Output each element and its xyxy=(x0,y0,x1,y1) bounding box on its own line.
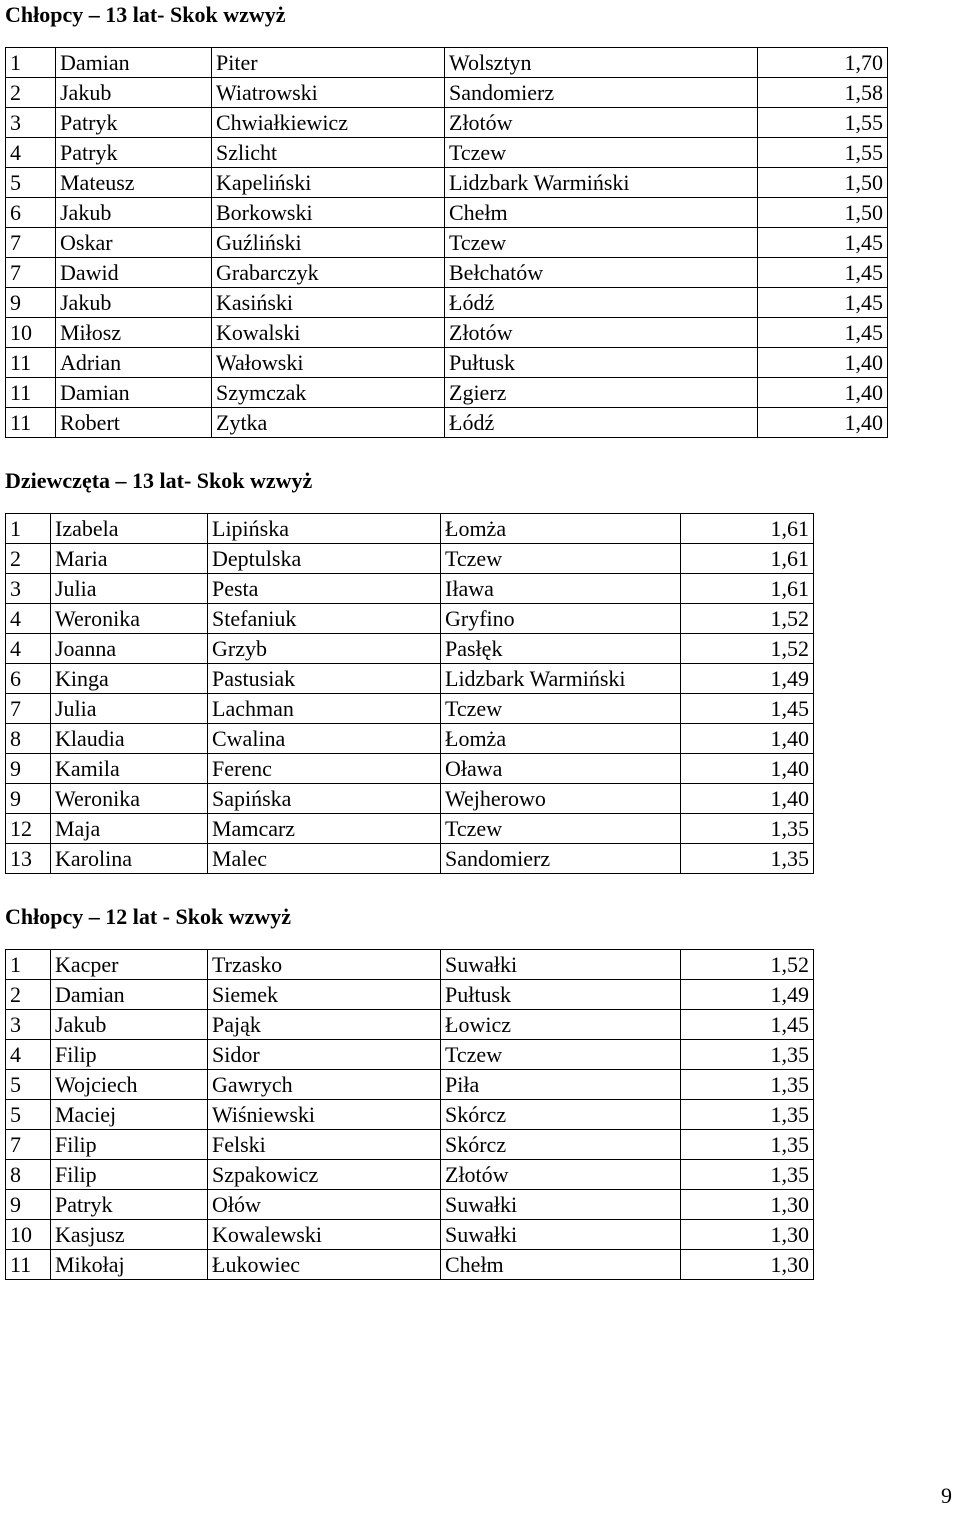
first-name-cell: Filip xyxy=(51,1130,208,1160)
last-name-cell: Szlicht xyxy=(212,138,445,168)
result-cell: 1,45 xyxy=(758,258,888,288)
first-name-cell: Joanna xyxy=(51,634,208,664)
place-cell: 6 xyxy=(6,664,51,694)
city-cell: Pasłęk xyxy=(441,634,681,664)
result-cell: 1,45 xyxy=(681,1010,814,1040)
place-cell: 7 xyxy=(6,258,56,288)
place-cell: 2 xyxy=(6,78,56,108)
last-name-cell: Wiatrowski xyxy=(212,78,445,108)
place-cell: 9 xyxy=(6,288,56,318)
place-cell: 5 xyxy=(6,1100,51,1130)
last-name-cell: Piter xyxy=(212,48,445,78)
place-cell: 2 xyxy=(6,980,51,1010)
table-row xyxy=(6,1100,814,1130)
result-cell: 1,35 xyxy=(681,1160,814,1190)
last-name-cell: Chwiałkiewicz xyxy=(212,108,445,138)
first-name-cell: Kamila xyxy=(51,754,208,784)
city-cell: Sandomierz xyxy=(441,844,681,874)
last-name-cell: Kowalski xyxy=(212,318,445,348)
table-row xyxy=(6,198,888,228)
result-cell: 1,30 xyxy=(681,1220,814,1250)
first-name-cell: Klaudia xyxy=(51,724,208,754)
place-cell: 8 xyxy=(6,724,51,754)
first-name-cell: Patryk xyxy=(56,108,212,138)
city-cell: Pułtusk xyxy=(441,980,681,1010)
result-cell: 1,52 xyxy=(681,634,814,664)
result-cell: 1,35 xyxy=(681,1040,814,1070)
first-name-cell: Maja xyxy=(51,814,208,844)
table-row xyxy=(6,604,814,634)
result-cell: 1,35 xyxy=(681,814,814,844)
results-table-girls-13 xyxy=(5,513,814,874)
place-cell: 5 xyxy=(6,1070,51,1100)
first-name-cell: Kacper xyxy=(51,950,208,980)
table-row xyxy=(6,228,888,258)
city-cell: Tczew xyxy=(441,814,681,844)
result-cell: 1,45 xyxy=(758,288,888,318)
table-row xyxy=(6,980,814,1010)
last-name-cell: Grzyb xyxy=(208,634,441,664)
last-name-cell: Wiśniewski xyxy=(208,1100,441,1130)
city-cell: Tczew xyxy=(441,694,681,724)
first-name-cell: Robert xyxy=(56,408,212,438)
table-row xyxy=(6,1160,814,1190)
last-name-cell: Ołów xyxy=(208,1190,441,1220)
results-table-boys-12 xyxy=(5,949,814,1280)
place-cell: 11 xyxy=(6,348,56,378)
table-row xyxy=(6,288,888,318)
result-cell: 1,45 xyxy=(758,228,888,258)
city-cell: Wejherowo xyxy=(441,784,681,814)
city-cell: Złotów xyxy=(445,318,758,348)
result-cell: 1,58 xyxy=(758,78,888,108)
result-cell: 1,35 xyxy=(681,1070,814,1100)
result-cell: 1,55 xyxy=(758,138,888,168)
place-cell: 11 xyxy=(6,408,56,438)
place-cell: 11 xyxy=(6,1250,51,1280)
city-cell: Złotów xyxy=(445,108,758,138)
place-cell: 9 xyxy=(6,784,51,814)
result-cell: 1,55 xyxy=(758,108,888,138)
first-name-cell: Julia xyxy=(51,574,208,604)
last-name-cell: Pesta xyxy=(208,574,441,604)
result-cell: 1,35 xyxy=(681,844,814,874)
result-cell: 1,52 xyxy=(681,604,814,634)
last-name-cell: Borkowski xyxy=(212,198,445,228)
page-number: 9 xyxy=(941,1483,952,1508)
city-cell: Tczew xyxy=(441,1040,681,1070)
result-cell: 1,50 xyxy=(758,198,888,228)
result-cell: 1,40 xyxy=(758,408,888,438)
first-name-cell: Damian xyxy=(51,980,208,1010)
last-name-cell: Kowalewski xyxy=(208,1220,441,1250)
table-row xyxy=(6,634,814,664)
place-cell: 7 xyxy=(6,1130,51,1160)
last-name-cell: Lipińska xyxy=(208,514,441,544)
result-cell: 1,35 xyxy=(681,1130,814,1160)
place-cell: 1 xyxy=(6,514,51,544)
table-row xyxy=(6,1190,814,1220)
city-cell: Suwałki xyxy=(441,950,681,980)
city-cell: Skórcz xyxy=(441,1100,681,1130)
last-name-cell: Guźliński xyxy=(212,228,445,258)
last-name-cell: Sapińska xyxy=(208,784,441,814)
table-row xyxy=(6,1220,814,1250)
table-row xyxy=(6,108,888,138)
table-row xyxy=(6,950,814,980)
place-cell: 13 xyxy=(6,844,51,874)
place-cell: 4 xyxy=(6,1040,51,1070)
place-cell: 3 xyxy=(6,574,51,604)
section-title-girls-13: Dziewczęta – 13 lat- Skok wzwyż xyxy=(5,468,313,493)
place-cell: 4 xyxy=(6,634,51,664)
result-cell: 1,30 xyxy=(681,1250,814,1280)
first-name-cell: Julia xyxy=(51,694,208,724)
table-row xyxy=(6,408,888,438)
city-cell: Lidzbark Warmiński xyxy=(441,664,681,694)
city-cell: Tczew xyxy=(445,228,758,258)
first-name-cell: Izabela xyxy=(51,514,208,544)
place-cell: 2 xyxy=(6,544,51,574)
city-cell: Piła xyxy=(441,1070,681,1100)
place-cell: 7 xyxy=(6,694,51,724)
place-cell: 7 xyxy=(6,228,56,258)
city-cell: Sandomierz xyxy=(445,78,758,108)
city-cell: Bełchatów xyxy=(445,258,758,288)
result-cell: 1,35 xyxy=(681,1100,814,1130)
first-name-cell: Jakub xyxy=(56,288,212,318)
first-name-cell: Kinga xyxy=(51,664,208,694)
table-row xyxy=(6,258,888,288)
last-name-cell: Kapeliński xyxy=(212,168,445,198)
city-cell: Lidzbark Warmiński xyxy=(445,168,758,198)
table-row xyxy=(6,1040,814,1070)
table-row xyxy=(6,1070,814,1100)
city-cell: Suwałki xyxy=(441,1220,681,1250)
table-row xyxy=(6,348,888,378)
city-cell: Złotów xyxy=(441,1160,681,1190)
place-cell: 1 xyxy=(6,950,51,980)
place-cell: 3 xyxy=(6,1010,51,1040)
first-name-cell: Jakub xyxy=(56,198,212,228)
result-cell: 1,40 xyxy=(758,378,888,408)
first-name-cell: Weronika xyxy=(51,604,208,634)
city-cell: Łomża xyxy=(441,724,681,754)
table-row xyxy=(6,694,814,724)
place-cell: 6 xyxy=(6,198,56,228)
place-cell: 4 xyxy=(6,604,51,634)
last-name-cell: Felski xyxy=(208,1130,441,1160)
place-cell: 9 xyxy=(6,754,51,784)
place-cell: 1 xyxy=(6,48,56,78)
section-title-boys-12: Chłopcy – 12 lat - Skok wzwyż xyxy=(5,904,292,929)
table-row xyxy=(6,318,888,348)
result-cell: 1,45 xyxy=(758,318,888,348)
table-row xyxy=(6,514,814,544)
last-name-cell: Łukowiec xyxy=(208,1250,441,1280)
first-name-cell: Filip xyxy=(51,1040,208,1070)
first-name-cell: Adrian xyxy=(56,348,212,378)
first-name-cell: Oskar xyxy=(56,228,212,258)
first-name-cell: Karolina xyxy=(51,844,208,874)
city-cell: Wolsztyn xyxy=(445,48,758,78)
result-cell: 1,70 xyxy=(758,48,888,78)
last-name-cell: Pająk xyxy=(208,1010,441,1040)
table-row xyxy=(6,814,814,844)
place-cell: 10 xyxy=(6,1220,51,1250)
place-cell: 3 xyxy=(6,108,56,138)
first-name-cell: Mikołaj xyxy=(51,1250,208,1280)
result-cell: 1,45 xyxy=(681,694,814,724)
result-cell: 1,30 xyxy=(681,1190,814,1220)
first-name-cell: Mateusz xyxy=(56,168,212,198)
result-cell: 1,49 xyxy=(681,980,814,1010)
last-name-cell: Trzasko xyxy=(208,950,441,980)
city-cell: Zgierz xyxy=(445,378,758,408)
first-name-cell: Wojciech xyxy=(51,1070,208,1100)
first-name-cell: Maria xyxy=(51,544,208,574)
city-cell: Łomża xyxy=(441,514,681,544)
city-cell: Pułtusk xyxy=(445,348,758,378)
last-name-cell: Sidor xyxy=(208,1040,441,1070)
table-row xyxy=(6,138,888,168)
first-name-cell: Maciej xyxy=(51,1100,208,1130)
table-row xyxy=(6,78,888,108)
city-cell: Gryfino xyxy=(441,604,681,634)
place-cell: 5 xyxy=(6,168,56,198)
table-row xyxy=(6,1130,814,1160)
section-title-boys-13: Chłopcy – 13 lat- Skok wzwyż xyxy=(5,2,286,27)
last-name-cell: Zytka xyxy=(212,408,445,438)
table-row xyxy=(6,168,888,198)
city-cell: Skórcz xyxy=(441,1130,681,1160)
result-cell: 1,61 xyxy=(681,544,814,574)
city-cell: Tczew xyxy=(445,138,758,168)
city-cell: Łódź xyxy=(445,408,758,438)
result-cell: 1,50 xyxy=(758,168,888,198)
first-name-cell: Miłosz xyxy=(56,318,212,348)
last-name-cell: Malec xyxy=(208,844,441,874)
result-cell: 1,61 xyxy=(681,574,814,604)
first-name-cell: Damian xyxy=(56,48,212,78)
table-row xyxy=(6,724,814,754)
first-name-cell: Damian xyxy=(56,378,212,408)
last-name-cell: Wałowski xyxy=(212,348,445,378)
city-cell: Łódź xyxy=(445,288,758,318)
table-row xyxy=(6,784,814,814)
place-cell: 9 xyxy=(6,1190,51,1220)
last-name-cell: Pastusiak xyxy=(208,664,441,694)
first-name-cell: Filip xyxy=(51,1160,208,1190)
place-cell: 8 xyxy=(6,1160,51,1190)
first-name-cell: Jakub xyxy=(56,78,212,108)
last-name-cell: Gawrych xyxy=(208,1070,441,1100)
table-row xyxy=(6,1250,814,1280)
first-name-cell: Dawid xyxy=(56,258,212,288)
place-cell: 12 xyxy=(6,814,51,844)
table-row xyxy=(6,754,814,784)
table-row xyxy=(6,844,814,874)
table-row xyxy=(6,48,888,78)
table-row xyxy=(6,544,814,574)
place-cell: 4 xyxy=(6,138,56,168)
last-name-cell: Kasiński xyxy=(212,288,445,318)
result-cell: 1,52 xyxy=(681,950,814,980)
results-table-boys-13 xyxy=(5,47,888,438)
last-name-cell: Szpakowicz xyxy=(208,1160,441,1190)
city-cell: Łowicz xyxy=(441,1010,681,1040)
first-name-cell: Patryk xyxy=(51,1190,208,1220)
city-cell: Chełm xyxy=(445,198,758,228)
city-cell: Oława xyxy=(441,754,681,784)
result-cell: 1,40 xyxy=(681,784,814,814)
city-cell: Iława xyxy=(441,574,681,604)
city-cell: Chełm xyxy=(441,1250,681,1280)
last-name-cell: Siemek xyxy=(208,980,441,1010)
city-cell: Suwałki xyxy=(441,1190,681,1220)
result-cell: 1,40 xyxy=(681,754,814,784)
last-name-cell: Deptulska xyxy=(208,544,441,574)
city-cell: Tczew xyxy=(441,544,681,574)
first-name-cell: Weronika xyxy=(51,784,208,814)
last-name-cell: Lachman xyxy=(208,694,441,724)
first-name-cell: Jakub xyxy=(51,1010,208,1040)
last-name-cell: Grabarczyk xyxy=(212,258,445,288)
last-name-cell: Mamcarz xyxy=(208,814,441,844)
last-name-cell: Ferenc xyxy=(208,754,441,784)
last-name-cell: Szymczak xyxy=(212,378,445,408)
table-row xyxy=(6,378,888,408)
place-cell: 11 xyxy=(6,378,56,408)
table-row xyxy=(6,574,814,604)
last-name-cell: Stefaniuk xyxy=(208,604,441,634)
last-name-cell: Cwalina xyxy=(208,724,441,754)
table-row xyxy=(6,664,814,694)
first-name-cell: Kasjusz xyxy=(51,1220,208,1250)
result-cell: 1,40 xyxy=(681,724,814,754)
table-row xyxy=(6,1010,814,1040)
first-name-cell: Patryk xyxy=(56,138,212,168)
result-cell: 1,49 xyxy=(681,664,814,694)
place-cell: 10 xyxy=(6,318,56,348)
result-cell: 1,61 xyxy=(681,514,814,544)
result-cell: 1,40 xyxy=(758,348,888,378)
